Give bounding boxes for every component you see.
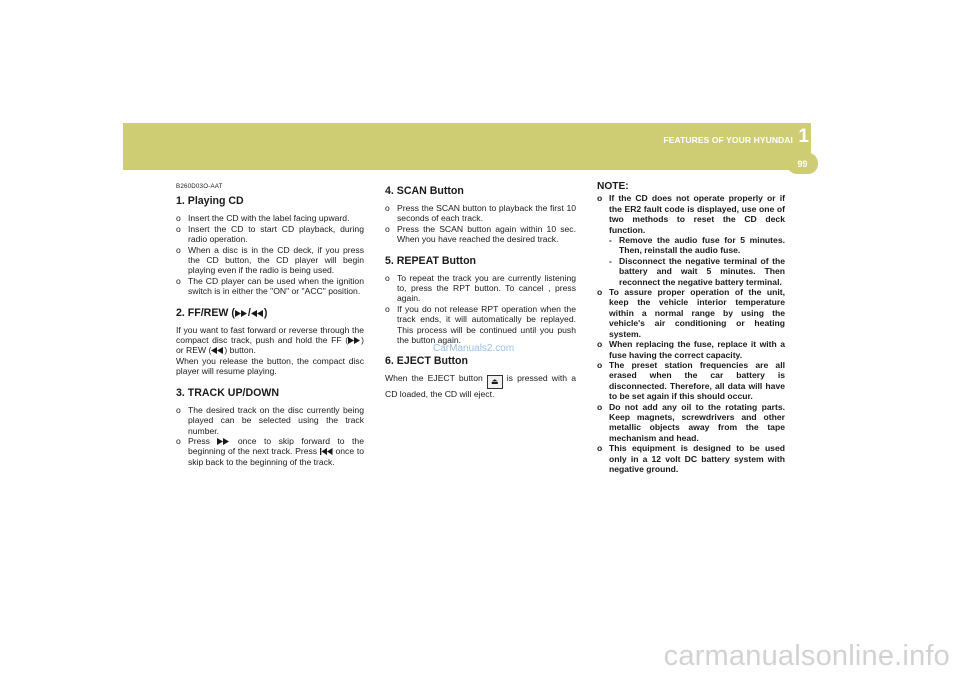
sub-list-item: - Disconnect the negative terminal of the battery and wait 5 minutes. Then reconnect the negative battery terminal.: [609, 255, 785, 287]
list-item: o This equipment is designed to be used only in a 12 volt DC battery system with negative ground.: [597, 443, 785, 474]
footer-watermark: carmanualsonline.info: [663, 640, 950, 672]
chapter-number: 1: [798, 126, 809, 147]
rewind-icon: [211, 347, 224, 354]
list-item: o Press the SCAN button again within 10 sec. When you have reached the desired track.: [385, 223, 576, 245]
section-ff-rew: [176, 307, 364, 377]
rewind-icon: [251, 310, 264, 317]
list-item: o The desired track on the disc currently being played can be selected using the track number.: [176, 404, 364, 436]
section-title: 2. FF/REW ( / ): [176, 306, 268, 319]
paragraph: When you release the button, the compact disc player will resume playing.: [176, 355, 364, 377]
eject-icon: ⏏: [487, 375, 503, 389]
list-item: o Press the SCAN button to playback the first 10 seconds of each track.: [385, 203, 576, 224]
section-code: B260D03O-AAT: [176, 183, 223, 190]
note-body: [597, 193, 785, 474]
column-left: [176, 182, 364, 477]
paragraph: If you want to fast forward or reverse through the compact disc track, push and hold the FF ( ) or REW ( ) button.: [176, 324, 365, 356]
chapter-title: FEATURES OF YOUR HYUNDAI: [663, 135, 793, 145]
sub-list-item: - Remove the audio fuse for 5 minutes. Then, reinstall the audio fuse.: [609, 235, 785, 256]
section-eject-button: [385, 355, 576, 399]
list-item: o Insert the CD with the label facing upward.: [176, 213, 350, 224]
list-item: o If you do not release RPT operation when the track ends, it will automatically be replayed. This process will be continued until you push the button again.: [385, 303, 576, 346]
note-title: NOTE:: [597, 181, 629, 192]
column-right: [597, 182, 785, 474]
list-item: o To repeat the track you are currently listening to, press the RPT button. To cancel , press again.: [385, 272, 576, 304]
fast-forward-icon: [348, 337, 361, 344]
section-title: 6. EJECT Button: [385, 355, 468, 368]
list-item: o Do not add any oil to the rotating parts. Keep magnets, screwdrivers and other metallic objects away from the tape mechanism and head.: [597, 401, 785, 443]
list-item: o When a disc is in the CD deck, if you press the CD button, the CD player will begin playing even if the radio is being used.: [176, 244, 364, 276]
column-middle: [385, 185, 576, 410]
watermark-link[interactable]: CarManuals2.com: [433, 343, 515, 354]
section-title: 1. Playing CD: [176, 195, 244, 208]
section-track-up-down: [176, 387, 364, 467]
chapter-header-band: [123, 123, 811, 170]
list-item: o If the CD does not operate properly or if the ER2 fault code is displayed, use one of two methods to reset the CD deck function.: [597, 193, 785, 235]
section-scan-button: [385, 185, 576, 245]
fast-forward-icon: [235, 310, 248, 317]
section-title: 5. REPEAT Button: [385, 254, 477, 267]
track-back-icon: [320, 448, 333, 455]
list-item: o Insert the CD to start CD playback, during radio operation.: [176, 223, 364, 245]
list-item: o To assure proper operation of the unit, keep the vehicle interior temperature within a normal range by using the vehicle's air conditioning or heating system.: [597, 287, 785, 339]
section-playing-cd: [176, 195, 364, 296]
list-item: o When replacing the fuse, replace it with a fuse having the correct capacity.: [597, 339, 785, 360]
paragraph: When the EJECT button ⏏ is pressed with a CD loaded, the CD will eject.: [385, 373, 576, 400]
section-repeat-button: [385, 255, 576, 346]
track-forward-icon: [217, 438, 230, 445]
section-title: 4. SCAN Button: [385, 185, 464, 197]
list-item: o The preset station frequencies are all erased when the car battery is disconnected. Therefore, all data will have to be set again if this should occur.: [597, 359, 785, 402]
page-number: 99: [787, 153, 818, 174]
section-title: 3. TRACK UP/DOWN: [176, 386, 279, 399]
list-item: o The CD player can be used when the ignition switch is in either the "ON" or "ACC" position.: [176, 275, 364, 297]
list-item: o Press once to skip forward to the beginning of the next track. Press once to skip back to the beginning of the track.: [176, 435, 364, 467]
